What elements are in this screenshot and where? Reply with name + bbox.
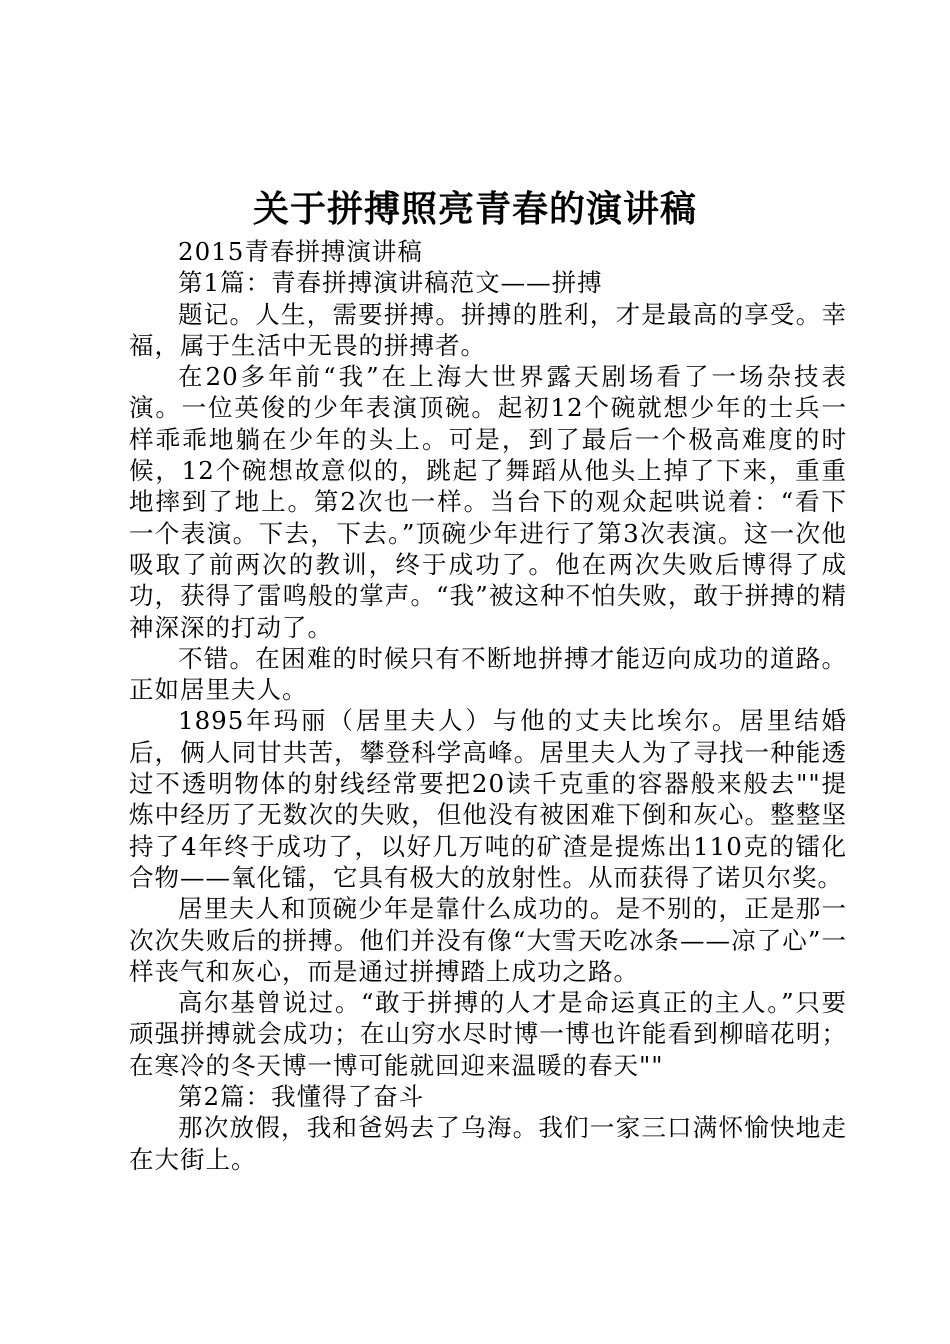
paragraph: 不错。在困难的时候只有不断地拼搏才能迈向成功的道路。正如居里夫人。 — [129, 643, 847, 705]
paragraph: 那次放假，我和爸妈去了乌海。我们一家三口满怀愉快地走在大街上。 — [129, 1113, 847, 1174]
paragraph: 题记。人生，需要拼搏。拼搏的胜利，才是最高的享受。幸福，属于生活中无畏的拼搏者。 — [129, 299, 847, 360]
paragraph: 2015青春拼搏演讲稿 — [178, 237, 423, 266]
document-body — [129, 236, 847, 1175]
paragraph: 居里夫人和顶碗少年是靠什么成功的。是不别的，正是那一次次失败后的拼搏。他们并没有像“大雪天吃冰条——凉了心”一样丧气和灰心，而是通过拼搏踏上成功之路。 — [129, 894, 847, 986]
document-title: 关于拼搏照亮青春的演讲稿 — [252, 188, 697, 230]
paragraph: 第2篇：我懂得了奋斗 — [178, 1082, 425, 1112]
paragraph: 在20多年前“我”在上海大世界露天剧场看了一场杂技表演。一位英俊的少年表演顶碗。起初12个碗就想少年的士兵一样乖乖地躺在少年的头上。可是，到了最后一个极高难度的时候，12个碗想故意似的，跳起了舞蹈从他头上掉了下来，重重地摔到了地上。第2次也一样。当台下的观众起哄说着：“看下一个表演。下去，下去。”顶碗少年进行了第3次表演。这一次他吸取了前两次的教训，终于成功了。他在两次失败后博得了成功，获得了雷鸣般的掌声。“我”被这种不怕失败，敢于拼搏的精神深深的打动了。 — [129, 362, 847, 642]
paragraph: 1895年玛丽（居里夫人）与他的丈夫比埃尔。居里结婚后，俩人同甘共苦，攀登科学高峰。居里夫人为了寻找一种能透过不透明物体的射线经常要把20读千克重的容器般来般去""提炼中经历了无数次的失败，但他没有被困难下倒和灰心。整整坚持了4年终于成功了，以好几万吨的矿渣是提炼出110克的镭化合物——氧化镭，它具有极大的放射性。从而获得了诺贝尔奖。 — [129, 706, 847, 892]
paragraph: 第1篇：青春拼搏演讲稿范文——拼搏 — [178, 268, 603, 298]
paragraph: 高尔基曾说过。“敢于拼搏的人才是命运真正的主人。”只要顽强拼搏就会成功；在山穷水尽时博一博也许能看到柳暗花明；在寒冷的冬天博一博可能就回迎来温暖的春天"" — [129, 988, 847, 1080]
